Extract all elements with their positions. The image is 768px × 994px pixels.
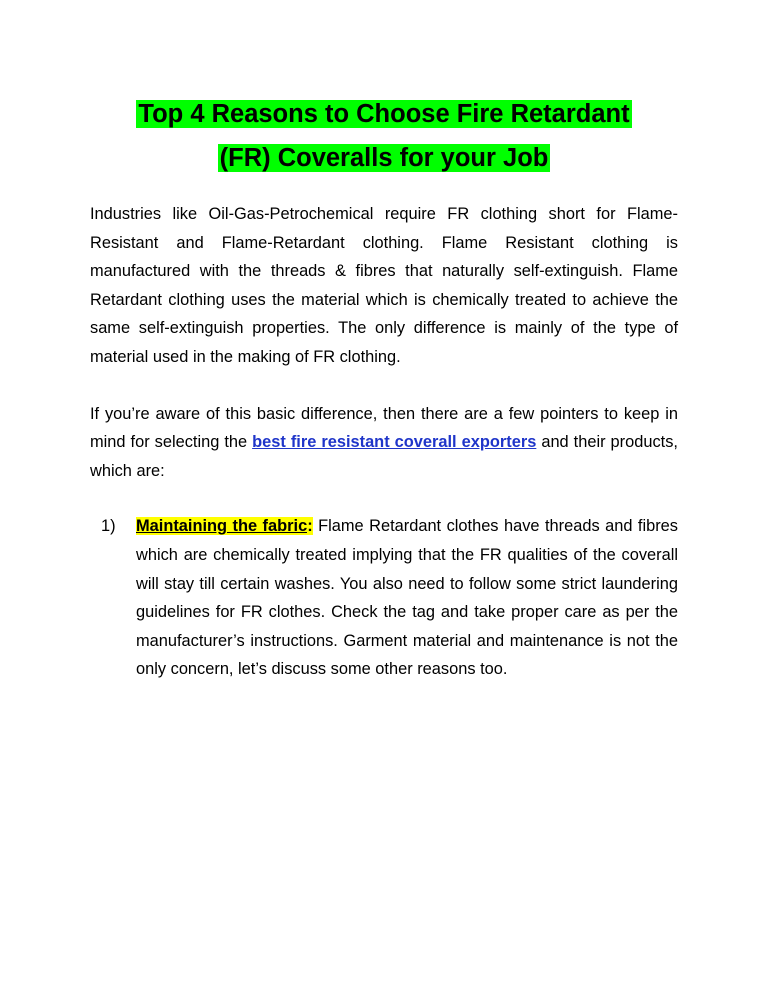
reasons-list	[90, 512, 678, 684]
pointers-text-after: and their products, which are:	[90, 433, 678, 480]
document-page	[90, 92, 678, 684]
document-title	[90, 92, 678, 180]
list-item-colon: :	[307, 517, 313, 536]
list-item-text	[136, 512, 678, 684]
exporters-link[interactable]: best fire resistant coverall exporters	[252, 433, 537, 452]
pointers-paragraph	[90, 400, 678, 486]
title-line-2: (FR) Coveralls for your Job	[219, 144, 549, 172]
list-item-body: Flame Retardant clothes have threads and fibres which are chemically treated implying that the FR qualities of the coverall will stay till certain washes. You also need to follow some strict laundering guidelines for FR clothes. Check the tag and take proper care as per the manufacturer’s instructions. Garment material and maintenance is not the only concern, let’s discuss some other reasons too.	[136, 517, 678, 679]
list-item-number: 1)	[101, 517, 116, 536]
list-item-heading: Maintaining the fabric	[136, 517, 308, 536]
list-item	[101, 512, 678, 684]
intro-paragraph: Industries like Oil-Gas-Petrochemical require FR clothing short for Flame-Resistant and Flame-Retardant clothing. Flame Resistant clothing is manufactured with the threads & fibres that naturally self-extinguish. Flame Retardant clothing uses the material which is chemically treated to achieve the same self-extinguish properties. The only difference is mainly of the type of material used in the making of FR clothing.	[90, 205, 678, 366]
pointers-text-before: If you’re aware of this basic difference, then there are a few pointers to keep in mind for selecting the	[90, 404, 678, 452]
title-line-1: Top 4 Reasons to Choose Fire Retardant	[138, 100, 630, 128]
